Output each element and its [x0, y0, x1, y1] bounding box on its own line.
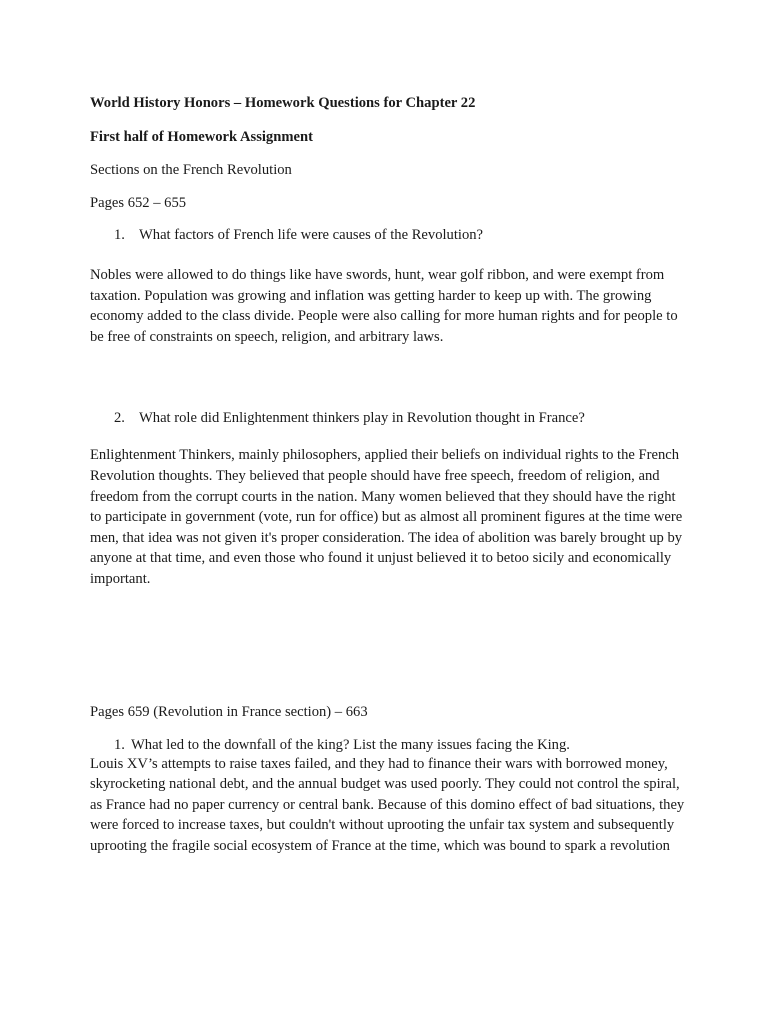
document-title: World History Honors – Homework Questions for Chapter 22	[90, 95, 476, 111]
question-1	[90, 226, 690, 244]
assignment-subtitle: First half of Homework Assignment	[90, 129, 313, 145]
answer-3: Louis XV’s attempts to raise taxes failed, and they had to finance their wars with borrowed money, skyrocketing national debt, and the annual budget was used poorly. They could not control the spiral, as France had no paper currency or central bank. Because of this domino effect of bad situations, they were forced to increase taxes, but couldn't without uprooting the unfair tax system and subsequently uprooting the fragile social ecosystem of France at the time, which was bound to spark a revolution	[90, 755, 685, 854]
question-text: What role did Enlightenment thinkers play in Revolution thought in France?	[139, 410, 585, 427]
question-3	[90, 736, 690, 754]
document-page	[90, 94, 690, 857]
sections-line: Sections on the French Revolution	[90, 162, 292, 178]
question-number: 1.	[114, 736, 125, 753]
question-text: What led to the downfall of the king? List the many issues facing the King.	[131, 736, 570, 753]
pages-range-second: Pages 659 (Revolution in France section) – 663	[90, 703, 368, 720]
pages-range-first: Pages 652 – 655	[90, 195, 187, 211]
question-number: 1.	[114, 227, 125, 243]
question-2	[90, 409, 690, 427]
question-number: 2.	[114, 410, 125, 427]
question-text: What factors of French life were causes of the Revolution?	[139, 227, 484, 243]
answer-1: Nobles were allowed to do things like have swords, hunt, wear golf ribbon, and were exempt from taxation. Population was growing and inflation was getting harder to keep up with. The growing economy added to the class divide. People were also calling for more human rights and for people to be free of constraints on speech, religion, and arbitrary laws.	[90, 267, 678, 345]
answer-2: Enlightenment Thinkers, mainly philosophers, applied their beliefs on individual rights to the French Revolution thoughts. They believed that people should have free speech, freedom of religion, and freedom from the corrupt courts in the nation. Many women believed that they should have the right to participate in government (vote, run for office) but as almost all prominent figures at the time were men, that idea was not given it's proper consideration. The idea of abolition was barely brought up by anyone at that time, and even those who found it unjust believed it to betoo sicily and economically important.	[90, 447, 683, 587]
